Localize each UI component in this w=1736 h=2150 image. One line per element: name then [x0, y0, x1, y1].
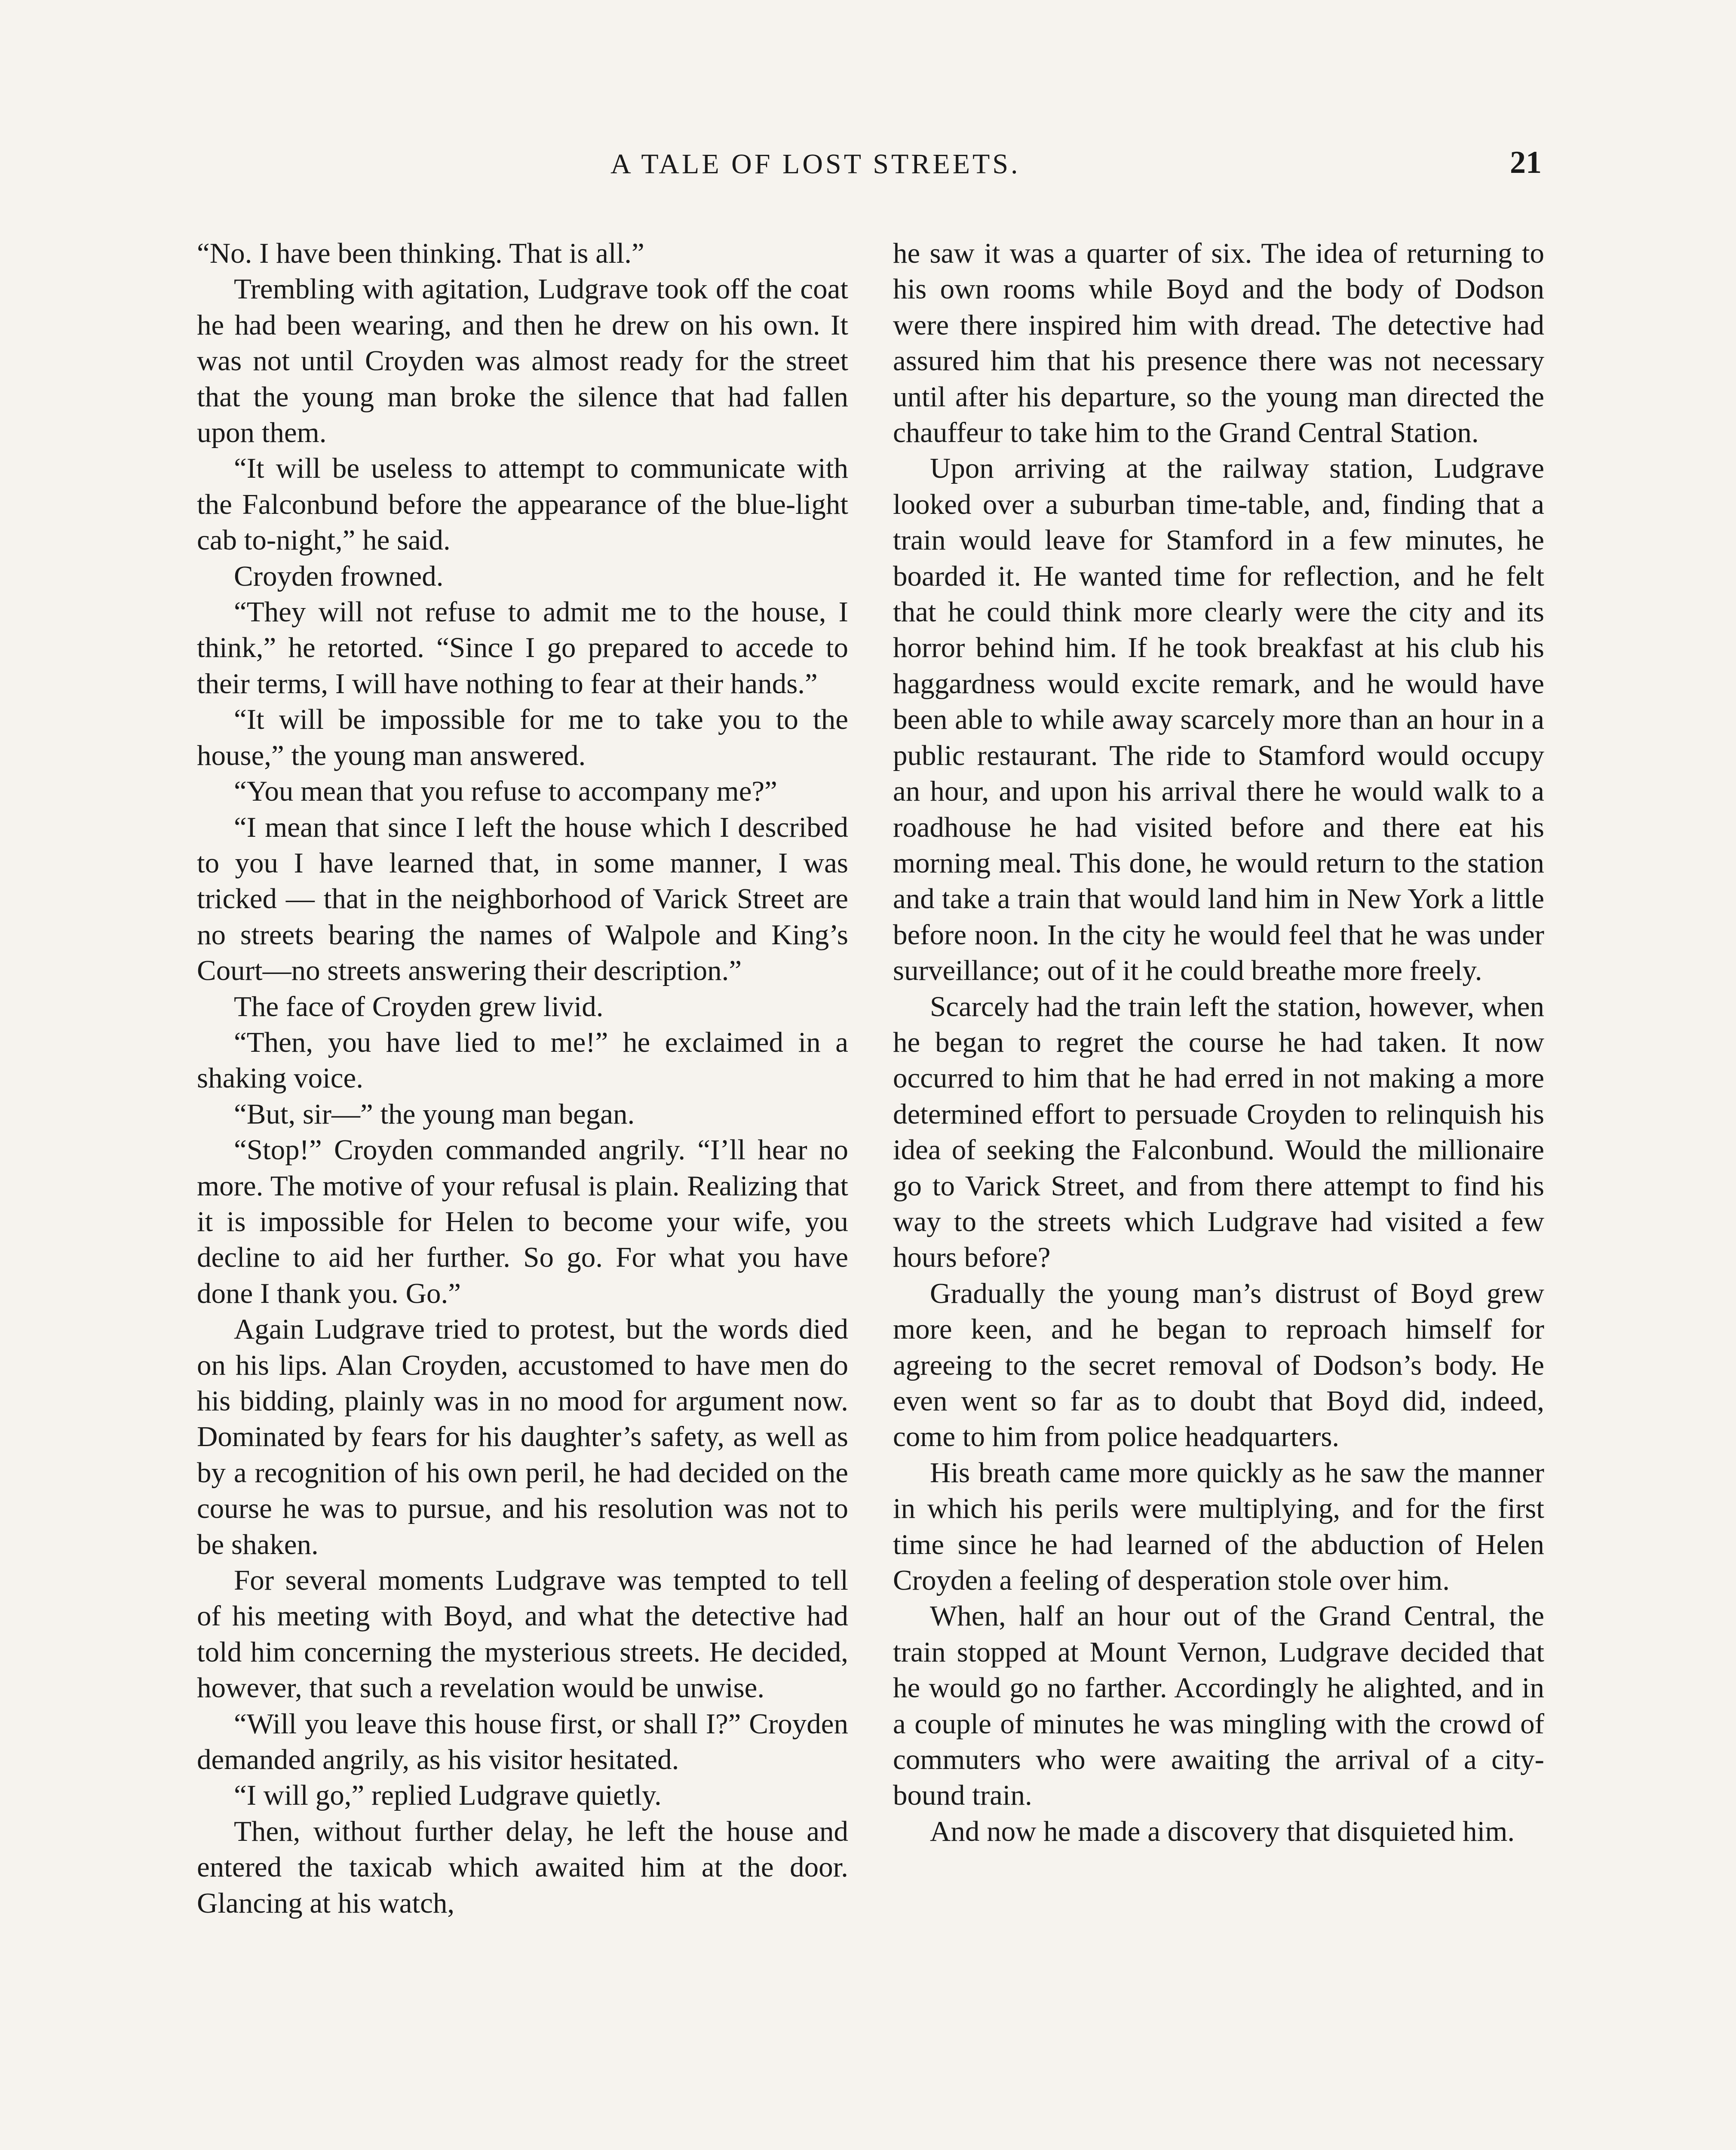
paragraph: “Will you leave this house first, or shall I?” Croyden demanded angrily, as his visitor hesitated. [197, 1708, 848, 1776]
paragraph: Trembling with agitation, Ludgrave took off the coat he had been wearing, and then he drew on his own. It was not until Croyden was almost ready for the street that the young man broke the silence that had fallen upon them. [197, 273, 848, 449]
paragraph: Gradually the young man’s distrust of Boyd grew more keen, and he began to reproach himself for agreeing to the secret removal of Dodson’s body. He even went so far as to doubt that Boyd did, indeed, come to him from police headquarters. [893, 1277, 1544, 1453]
paragraph: His breath came more quickly as he saw the manner in which his perils were multiplying, and for the first time since he had learned of the abduction of Helen Croyden a feeling of desperation stole over him. [893, 1456, 1544, 1597]
running-title: A TALE OF LOST STREETS. [610, 148, 1021, 180]
right-column [893, 236, 1544, 1849]
paragraph: The face of Croyden grew livid. [234, 990, 604, 1023]
paragraph: “You mean that you refuse to accompany me?” [234, 775, 777, 808]
paragraph: “Then, you have lied to me!” he exclaimed in a shaking voice. [197, 1026, 848, 1094]
paragraph: Upon arriving at the railway station, Ludgrave looked over a suburban time-table, and, finding that a train would leave for Stamford in a few minutes, he boarded it. He wanted time for reflection, and he felt that he could think more clearly were the city and its horror behind him. If he took breakfast at his club his haggardness would excite remark, and he would have been able to while away scarcely more than an hour in a public restaurant. The ride to Stamford would occupy an hour, and upon his arrival there he would walk to a roadhouse he had visited before and there eat his morning meal. This done, he would return to the station and take a train that would land him in New York a little before noon. In the city he would feel that he was under surveillance; out of it he could breathe more freely. [893, 452, 1544, 987]
paragraph: “No. I have been thinking. That is all.” [197, 237, 644, 269]
paragraph: “It will be impossible for me to take you to the house,” the young man answered. [197, 703, 848, 771]
paragraph: “I mean that since I left the house which I described to you I have learned that, in some manner, I was tricked — that in the neighborhood of Varick Street are no streets bearing the names of Walpole and King’s Court—no streets answering their description.” [197, 811, 848, 987]
paragraph: “They will not refuse to admit me to the house, I think,” he retorted. “Since I go prepared to accede to their terms, I will have nothing to fear at their hands.” [197, 596, 848, 700]
paragraph: he saw it was a quarter of six. The idea of returning to his own rooms while Boyd and the body of Dodson were there inspired him with dread. The detective had assured him that his presence there was not necessary until after his departure, so the young man directed the chauffeur to take him to the Grand Central Station. [893, 237, 1544, 449]
page-number: 21 [1510, 145, 1542, 180]
paragraph: “It will be useless to attempt to communicate with the Falconbund before the appearance of the blue-light cab to-night,” he said. [197, 452, 848, 556]
paragraph: Croyden frowned. [234, 560, 444, 592]
paragraph: Again Ludgrave tried to protest, but the words died on his lips. Alan Croyden, accustomed to have men do his bidding, plainly was in no mood for argument now. Dominated by fears for his daughter’s safety, as well as by a recognition of his own peril, he had decided on the course he was to pursue, and his resolution was not to be shaken. [197, 1313, 848, 1560]
paragraph: For several moments Ludgrave was tempted to tell of his meeting with Boyd, and what the detective had told him concerning the mysterious streets. He decided, however, that such a revelation would be unwise. [197, 1564, 848, 1704]
paragraph: “Stop!” Croyden commanded angrily. “I’ll hear no more. The motive of your refusal is plain. Realizing that it is impossible for Helen to become your wife, you decline to aid her further. So go. For what you have done I thank you. Go.” [197, 1134, 848, 1309]
paragraph: And now he made a discovery that disquieted him. [930, 1815, 1515, 1847]
paragraph: Scarcely had the train left the station, however, when he began to regret the course he had taken. It now occurred to him that he had erred in not making a more determined effort to persuade Croyden to relinquish his idea of seeking the Falconbund. Would the millionaire go to Varick Street, and from there attempt to find his way to the streets which Ludgrave had visited a few hours before? [893, 990, 1544, 1274]
paragraph: “I will go,” replied Ludgrave quietly. [234, 1779, 662, 1812]
paragraph: When, half an hour out of the Grand Central, the train stopped at Mount Vernon, Ludgrave decided that he would go no farther. Accordingly he alighted, and in a couple of minutes he was mingling with the crowd of commuters who were awaiting the arrival of a city-bound train. [893, 1600, 1544, 1812]
paragraph: “But, sir—” the young man began. [234, 1098, 635, 1130]
left-column [197, 236, 848, 1921]
paragraph: Then, without further delay, he left the house and entered the taxicab which awaited him at the door. Glancing at his watch, [197, 1815, 848, 1919]
